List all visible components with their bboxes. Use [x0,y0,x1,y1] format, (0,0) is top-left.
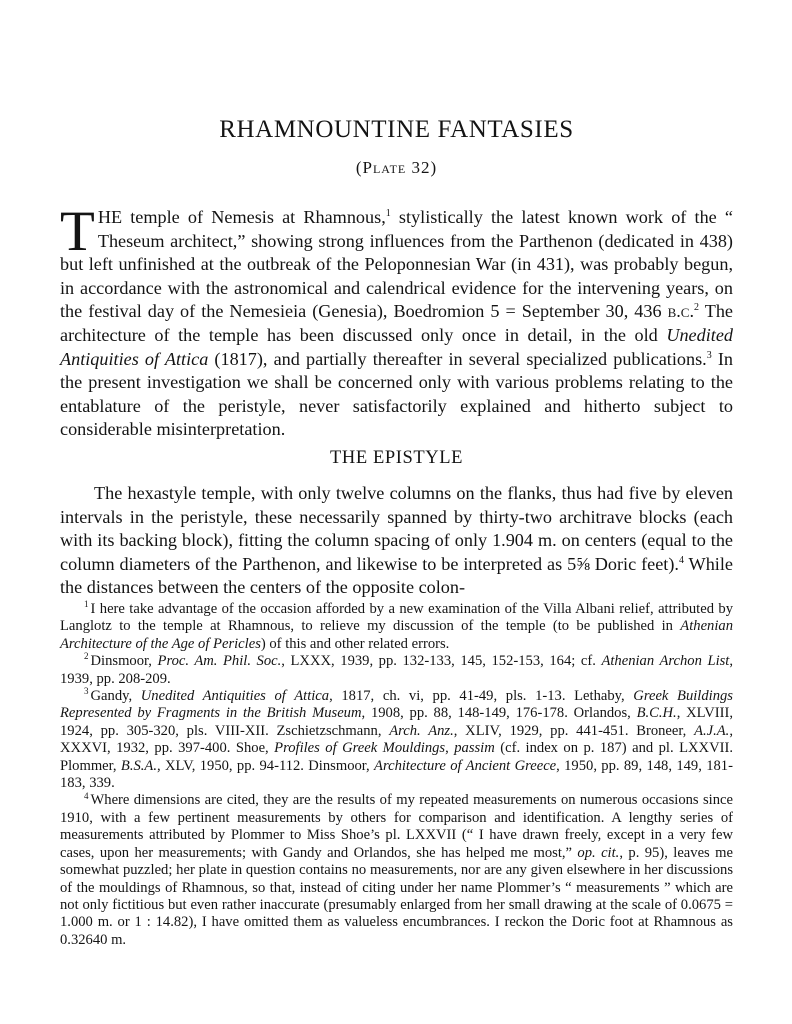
epistyle-text-1: The hexastyle temple, with only twelve columns on the flanks, thus had five by eleven intervals in the peristyle, these necessarily spanned by thirty-two architrave blocks (each with its backing block), fitting the column spacing of only 1.904 m. on centers (equal to the column diameters of the Parthenon, and likewise to be interpreted as 5⅝ Doric feet). [60,483,733,574]
footnote-italic: op. cit. [577,844,620,861]
footnote-ref-4: 4 [678,554,684,566]
footnote-italic: Athenian Archon List [601,653,730,670]
footnote-text: , [445,740,455,757]
footnotes [60,601,733,949]
footnote-text: ) of this and other related errors. [260,635,450,652]
footnote-italic: Unedited Antiquities of Attica [140,688,330,705]
epistyle-paragraph [60,482,733,600]
footnote-text: Dinsmoor, [90,653,158,670]
footnote-text: , LXXX, 1939, pp. 132-133, 145, 152-153, 164; cf. [281,653,602,670]
intro-paragraph [60,200,734,442]
plate-close-paren: ) [430,158,438,177]
footnote-ref-1: 1 [385,207,391,219]
intro-text-3: The architecture of the temple has been discussed only once in detail, in the old [60,301,733,345]
plate-label: Plate [362,158,407,177]
section-heading: THE EPISTYLE [329,448,464,468]
footnote-italic: Arch. Anz. [389,722,454,739]
footnote-1 [60,601,733,653]
footnote-text: , p. 95), leaves me somewhat puzzled; her plate in question contains no measurements, nor are any given elsewhere in her discussions of the mouldings of Rhamnous, so that, instead of citing under her name Plommer’s “ measurements ” which are not only fictitious but even rather inaccurate (presumably enlarged from her small drawing at the scale of 0.0675 = 1.000 m. or 1 : 14.82), I have omitted them as valueless encumbrances. I reckon the Doric foot at Rhamnous as 0.32640 m. [60,844,733,948]
footnote-ref-2: 2 [694,302,700,314]
intro-bc: b.c. [667,301,695,322]
footnote-number: 1 [84,599,89,610]
intro-text-4: (1817), and partially thereafter in several specialized publications. [208,348,707,369]
footnote-italic: A.J.A. [694,722,730,739]
footnote-text: , 1817, ch. vi, pp. 41-49, pls. 1-13. Lethaby, [329,688,634,705]
footnote-italic: Architecture of Ancient Greece [374,757,557,774]
footnote-text: I here take advantage of the occasion afforded by a new examination of the Villa Albani relief, attributed by Langlotz to the temple at Rhamnous, to relieve my discussion of the temple (to be published in [60,601,733,635]
footnote-text: , 1908, pp. 88, 148-149, 176-178. Orlandos, [361,705,637,722]
footnote-italic: Proc. Am. Phil. Soc. [157,653,282,670]
footnote-text: , XLVIII, 1924, pp. 305-320, pls. VIII-XII. Zschietzschmann, [60,705,733,739]
footnote-4 [60,792,733,949]
footnote-text: , XLV, 1950, pp. 94-112. Dinsmoor, [157,757,375,774]
intro-text-5: In the present investigation we shall be concerned only with various problems relating to the entablature of the peristyle, never satisfactorily explained and hitherto subject to considerable misinterpretation. [60,348,733,440]
footnote-ref-3: 3 [706,349,712,361]
footnote-text: , 1939, pp. 208-209. [60,653,734,687]
plate-number: 32 [406,158,431,177]
footnote-3 [60,688,733,792]
footnote-italic: Greek Buildings Represented by Fragments in the British Museum [60,688,733,722]
intro-text-1: HE temple of Nemesis at Rhamnous, [97,207,386,227]
article-title: RHAMNOUNTINE FANTASIES [219,116,574,143]
footnote-number: 2 [84,651,89,662]
intro-italic-title: Unedited Antiquities of Attica [60,324,733,369]
footnote-text: , XLIV, 1929, pp. 441-451. Broneer, [453,722,695,739]
footnote-text: Gandy, [90,688,141,705]
epistyle-text-2: While the distances between the centers of the opposite colon- [60,553,733,598]
footnote-text: (cf. index on p. 187) and pl. LXXVII. Plommer, [60,740,733,774]
footnote-text: Where dimensions are cited, they are the results of my repeated measurements on numerous occasions since 1910, with a few pertinent measurements by others for comparison and identification. A lengthy series of measurements attributed by Plommer to Miss Shoe’s pl. LXXVII (“ I have drawn freely, except in a very few cases, upon her measurements; with Gandy and Orlandos, she has helped me most,” [60,792,733,861]
footnote-number: 3 [84,686,89,697]
drop-cap: T [60,200,95,263]
footnote-italic: B.S.A. [120,757,157,774]
plate-open-paren: ( [355,158,363,177]
plate-reference [60,158,733,178]
footnote-2 [60,653,733,688]
footnote-number: 4 [84,790,89,801]
footnote-text: , 1950, pp. 89, 148, 149, 181-183, 339. [60,757,733,792]
footnote-italic: Athenian Architecture of the Age of Pericles [60,618,733,652]
intro-text-2: stylistically the latest known work of the “ Theseum architect,” showing strong influences from the Parthenon (dedicated in 438) but left unfinished at the outbreak of the Peloponnesian War (in 431), was probably begun, in accordance with the astronomical and calendrical evidence for the intervening years, on the festival day of the Nemesieia (Genesia), Boedromion 5 = September 30, 436 [60,207,734,322]
footnote-italic: passim [454,740,495,757]
footnote-italic: Profiles of Greek Mouldings [274,740,446,757]
footnote-italic: B.C.H. [636,705,677,722]
footnote-text: , XXXVI, 1932, pp. 397-400. Shoe, [60,722,733,757]
